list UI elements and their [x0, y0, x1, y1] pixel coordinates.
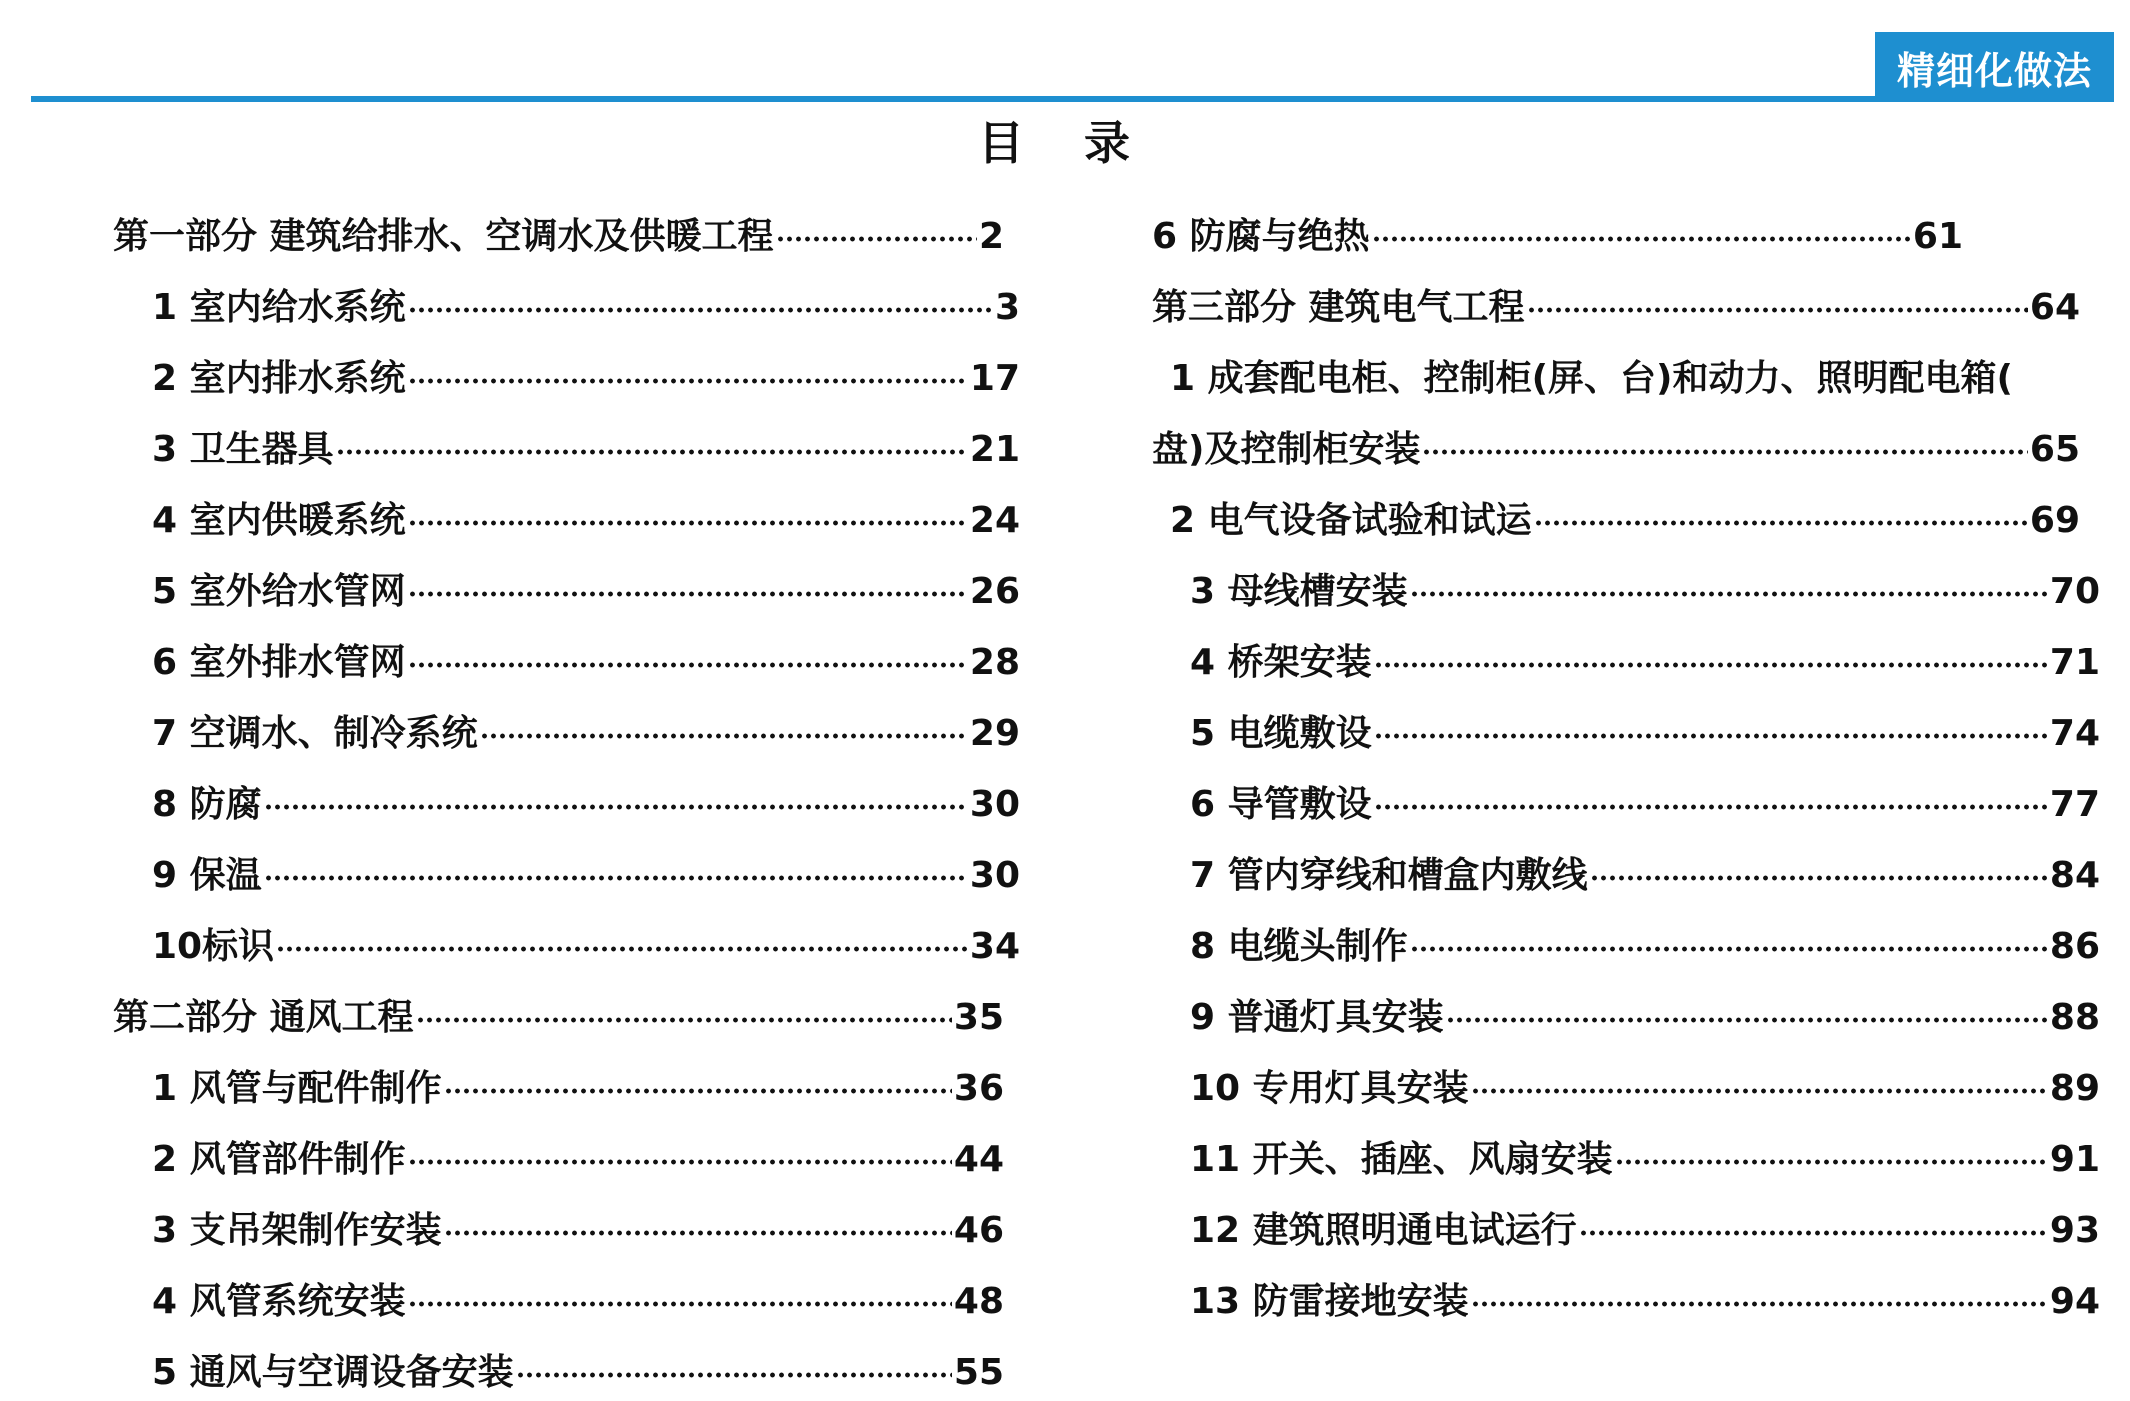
toc-entry-page: 74	[2049, 713, 2100, 754]
toc-entry[interactable]	[152, 1203, 1004, 1259]
toc-entry-label: 7 管内穿线和槽盒内敷线	[1190, 855, 1588, 896]
toc-dot-leader	[1410, 591, 2048, 597]
toc-entry[interactable]	[152, 1274, 1004, 1330]
toc-entry-label: 2 室内排水系统	[152, 358, 406, 399]
toc-entry-page: 89	[2049, 1068, 2100, 1109]
toc-entry-page: 70	[2049, 571, 2100, 612]
toc-entry-page: 29	[969, 713, 1020, 754]
toc-entry-label: 盘)及控制柜安装	[1152, 429, 1421, 470]
toc-entry-page: 71	[2049, 642, 2100, 683]
toc-dot-leader	[408, 520, 968, 526]
toc-entry-label: 4 室内供暖系统	[152, 500, 406, 541]
toc-dot-leader	[1374, 804, 2048, 810]
toc-entry-page: 91	[2049, 1139, 2100, 1180]
toc-entry-label: 6 室外排水管网	[152, 642, 406, 683]
toc-entry[interactable]	[1152, 280, 2080, 336]
header-tab: 精细化做法	[1875, 32, 2114, 102]
toc-dot-leader	[480, 733, 968, 739]
toc-entry[interactable]	[152, 351, 1020, 407]
toc-entry-page: 30	[969, 784, 1020, 825]
toc-entry-page: 55	[953, 1352, 1004, 1393]
toc-entry-page: 77	[2049, 784, 2100, 825]
toc-entry-label: 2 风管部件制作	[152, 1139, 406, 1180]
toc-entry-label: 1 室内给水系统	[152, 287, 406, 328]
toc-dot-leader	[408, 591, 968, 597]
toc-entry[interactable]	[1152, 209, 1963, 265]
toc-entry-page: 24	[969, 500, 1020, 541]
toc-entry-label: 11 开关、插座、风扇安装	[1190, 1139, 1613, 1180]
toc-entry-page: 26	[969, 571, 1020, 612]
toc-dot-leader	[1372, 236, 1911, 242]
toc-dot-leader	[1590, 875, 2048, 881]
toc-entry-label: 3 母线槽安装	[1190, 571, 1408, 612]
toc-entry[interactable]	[1190, 848, 2100, 904]
toc-entry[interactable]	[113, 990, 1004, 1046]
toc-dot-leader	[408, 1159, 952, 1165]
toc-entry[interactable]	[1170, 493, 2080, 549]
toc-entry[interactable]	[152, 564, 1020, 620]
toc-dot-leader	[408, 378, 968, 384]
toc-entry[interactable]	[152, 1132, 1004, 1188]
toc-entry-label: 4 风管系统安装	[152, 1281, 406, 1322]
toc-dot-leader	[264, 804, 968, 810]
toc-entry[interactable]	[1190, 1061, 2100, 1117]
toc-entry-page: 86	[2049, 926, 2100, 967]
toc-entry[interactable]	[1190, 1274, 2100, 1330]
toc-entry[interactable]	[1190, 635, 2100, 691]
toc-dot-leader	[444, 1088, 952, 1094]
toc-entry-page: 61	[1912, 216, 1963, 257]
toc-entry-page: 93	[2049, 1210, 2100, 1251]
toc-entry-label: 4 桥架安装	[1190, 642, 1372, 683]
toc-dot-leader	[416, 1017, 952, 1023]
toc-entry-label: 第三部分 建筑电气工程	[1152, 287, 1525, 328]
toc-entry-label: 9 普通灯具安装	[1190, 997, 1444, 1038]
toc-dot-leader	[336, 449, 968, 455]
toc-entry-page: 88	[2049, 997, 2100, 1038]
toc-dot-leader	[1410, 946, 2048, 952]
toc-dot-leader	[408, 1301, 952, 1307]
toc-dot-leader	[444, 1230, 952, 1236]
toc-entry-page: 28	[969, 642, 1020, 683]
toc-entry[interactable]	[1190, 919, 2100, 975]
toc-entry[interactable]	[152, 1061, 1004, 1117]
toc-dot-leader	[776, 236, 977, 242]
page-title: 目 录	[977, 116, 1152, 170]
toc-entry[interactable]	[1190, 706, 2100, 762]
toc-dot-leader	[276, 946, 968, 952]
toc-entry-page: 35	[953, 997, 1004, 1038]
toc-entry[interactable]	[1190, 990, 2100, 1046]
toc-entry-page: 30	[969, 855, 1020, 896]
toc-entry[interactable]	[152, 919, 1020, 975]
toc-entry-page: 84	[2049, 855, 2100, 896]
toc-dot-leader	[516, 1372, 952, 1378]
toc-entry[interactable]	[113, 209, 1004, 265]
toc-entry[interactable]	[152, 422, 1020, 478]
toc-entry[interactable]	[152, 706, 1020, 762]
toc-entry-page: 44	[953, 1139, 1004, 1180]
toc-entry[interactable]	[1152, 422, 2080, 478]
toc-entry-label: 5 通风与空调设备安装	[152, 1352, 514, 1393]
toc-entry-label: 10 专用灯具安装	[1190, 1068, 1469, 1109]
toc-entry-label: 第二部分 通风工程	[113, 997, 414, 1038]
toc-entry-label: 3 支吊架制作安装	[152, 1210, 442, 1251]
toc-entry-page: 46	[953, 1210, 1004, 1251]
toc-dot-leader	[1615, 1159, 2048, 1165]
toc-entry-page: 48	[953, 1281, 1004, 1322]
toc-entry[interactable]	[152, 493, 1020, 549]
toc-entry[interactable]	[1170, 351, 2100, 407]
toc-entry-label: 9 保温	[152, 855, 262, 896]
toc-entry[interactable]	[1190, 777, 2100, 833]
toc-entry-label: 6 导管敷设	[1190, 784, 1372, 825]
toc-entry-page: 94	[2049, 1281, 2100, 1322]
toc-entry[interactable]	[152, 848, 1020, 904]
toc-entry-label: 3 卫生器具	[152, 429, 334, 470]
toc-dot-leader	[264, 875, 968, 881]
toc-entry[interactable]	[1190, 1203, 2100, 1259]
toc-entry[interactable]	[1190, 1132, 2100, 1188]
toc-entry-label: 5 室外给水管网	[152, 571, 406, 612]
toc-entry-page: 2	[978, 216, 1004, 257]
toc-dot-leader	[408, 662, 968, 668]
toc-entry-label: 13 防雷接地安装	[1190, 1281, 1469, 1322]
toc-entry-label: 2 电气设备试验和试运	[1170, 500, 1532, 541]
toc-dot-leader	[1446, 1017, 2048, 1023]
toc-entry-label: 第一部分 建筑给排水、空调水及供暖工程	[113, 216, 774, 257]
toc-entry-label: 1 成套配电柜、控制柜(屏、台)和动力、照明配电箱(	[1170, 358, 2013, 399]
toc-entry-page: 21	[969, 429, 1020, 470]
toc-entry[interactable]	[152, 1345, 1004, 1401]
toc-entry-label: 8 防腐	[152, 784, 262, 825]
toc-entry[interactable]	[1190, 564, 2100, 620]
toc-dot-leader	[1471, 1301, 2048, 1307]
toc-entry-page: 36	[953, 1068, 1004, 1109]
toc-dot-leader	[1527, 307, 2028, 313]
toc-entry[interactable]	[152, 777, 1020, 833]
toc-entry-label: 6 防腐与绝热	[1152, 216, 1370, 257]
toc-entry-page: 69	[2029, 500, 2080, 541]
toc-entry-page: 17	[969, 358, 1020, 399]
toc-entry-page: 3	[994, 287, 1020, 328]
toc-dot-leader	[1422, 449, 2027, 455]
header-rule	[31, 96, 2109, 102]
toc-entry-page: 34	[969, 926, 1020, 967]
toc-entry[interactable]	[152, 635, 1020, 691]
toc-entry[interactable]	[152, 280, 1020, 336]
toc-entry-page: 65	[2029, 429, 2080, 470]
toc-entry-label: 12 建筑照明通电试运行	[1190, 1210, 1577, 1251]
toc-dot-leader	[1471, 1088, 2048, 1094]
toc-dot-leader	[1374, 662, 2048, 668]
toc-entry-page: 64	[2029, 287, 2080, 328]
toc-entry-label: 5 电缆敷设	[1190, 713, 1372, 754]
toc-dot-leader	[408, 307, 993, 313]
toc-entry-label: 10标识	[152, 926, 275, 967]
toc-dot-leader	[1534, 520, 2028, 526]
toc-entry-label: 8 电缆头制作	[1190, 926, 1408, 967]
toc-dot-leader	[1579, 1230, 2048, 1236]
toc-entry-label: 1 风管与配件制作	[152, 1068, 442, 1109]
toc-entry-label: 7 空调水、制冷系统	[152, 713, 478, 754]
toc-dot-leader	[1374, 733, 2048, 739]
